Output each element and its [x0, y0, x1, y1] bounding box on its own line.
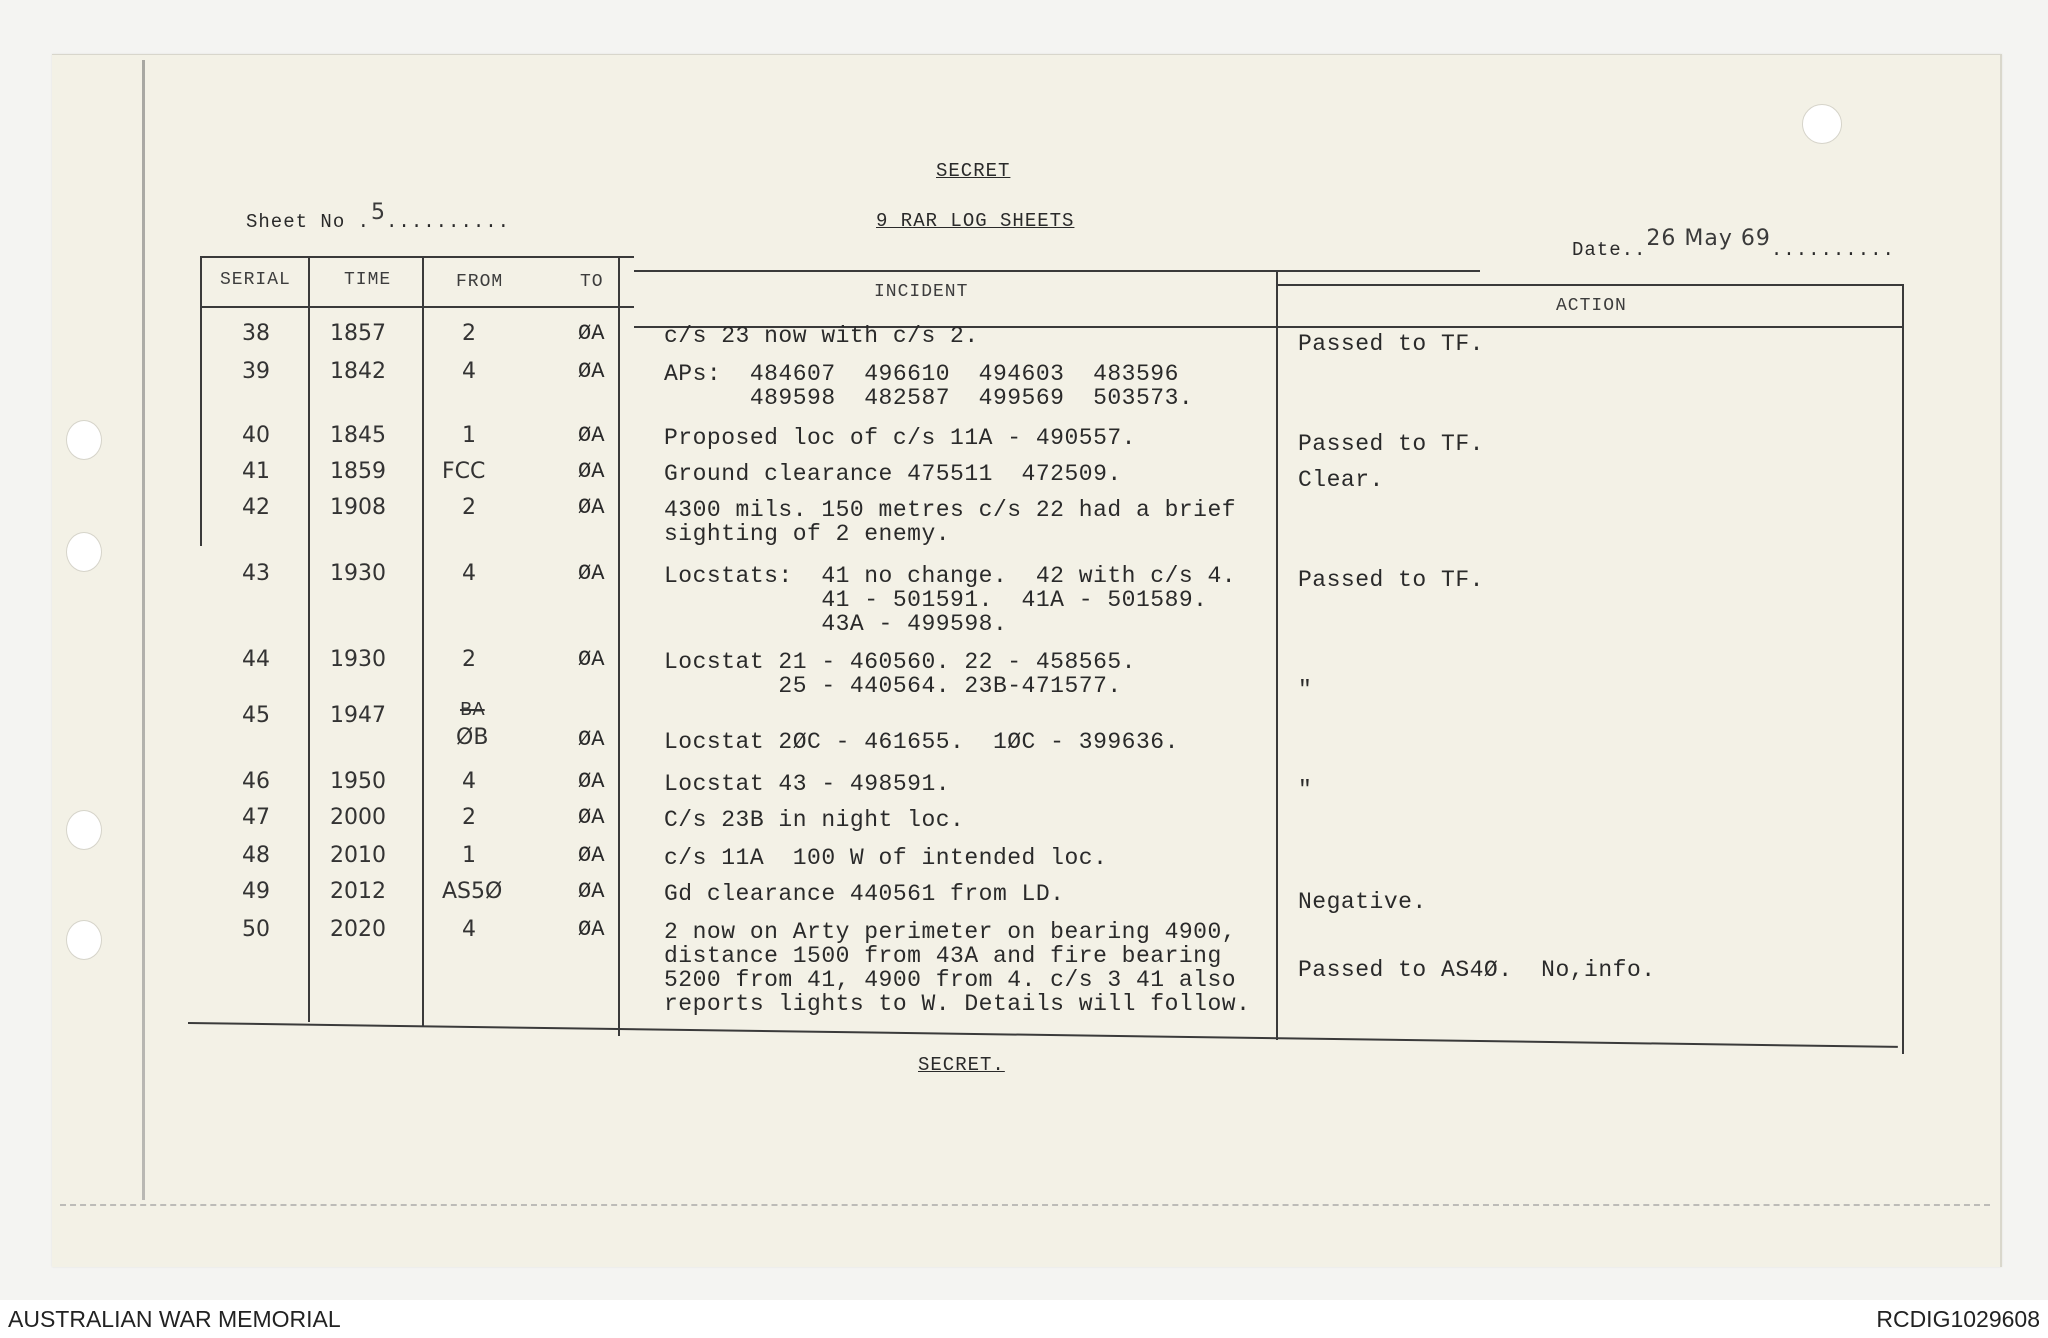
cell-action: Clear. — [1298, 467, 1384, 493]
cell-serial: 48 — [242, 843, 270, 868]
col-header-from: FROM — [456, 272, 504, 292]
cell-incident: c/s 23 now with c/s 2. — [664, 323, 979, 349]
cell-to: ØA — [578, 879, 605, 904]
cell-time: 1908 — [330, 495, 386, 520]
cell-to: ØA — [578, 459, 605, 484]
cell-from: FCC — [442, 459, 486, 484]
cell-time: 1950 — [330, 769, 386, 794]
header-divider — [200, 306, 634, 308]
sheet-number-label: Sheet No .5.......... — [246, 200, 511, 233]
date-value: 26 May 69 — [1646, 226, 1771, 251]
cell-serial: 44 — [242, 647, 270, 672]
date-label: Date — [1572, 239, 1622, 261]
cell-serial: 38 — [242, 321, 270, 346]
cell-incident: Proposed loc of c/s 11A - 490557. — [664, 425, 1136, 451]
punch-hole — [66, 920, 102, 960]
date-field: Date..26 May 69.......... — [1572, 226, 1895, 261]
cell-to: ØA — [578, 727, 605, 752]
sheet-label: Sheet No — [246, 211, 346, 233]
cell-time: 1859 — [330, 459, 386, 484]
cell-time: 1947 — [330, 703, 386, 728]
cell-time: 1857 — [330, 321, 386, 346]
cell-incident: 2 now on Arty perimeter on bearing 4900, distance 1500 from 43A and fire bearing 5200 from 41, 4900 from 4. c/s 3 41 also reports lights to W. Details will follow. — [664, 919, 1251, 1017]
cell-incident: Locstat 43 - 498591. — [664, 771, 951, 797]
cell-to: ØA — [578, 423, 605, 448]
cell-action: " — [1298, 677, 1313, 703]
cell-incident: Locstat 2ØC - 461655. 1ØC - 399636. — [664, 729, 1179, 755]
cell-to: ØA — [578, 805, 605, 830]
cell-serial: 40 — [242, 423, 270, 448]
classification-bottom: SECRET. — [918, 1054, 1005, 1076]
col-header-time: TIME — [344, 270, 392, 290]
col-header-serial: SERIAL — [220, 270, 291, 290]
cell-from-struck: BA — [460, 699, 485, 720]
cell-time: 2020 — [330, 917, 386, 942]
cell-incident: APs: 484607 496610 494603 483596 489598 482587 499569 503573. — [664, 361, 1194, 411]
cell-to: ØA — [578, 843, 605, 868]
cell-to: ØA — [578, 561, 605, 586]
cell-from: 2 — [462, 647, 476, 672]
col-header-action: ACTION — [1556, 296, 1627, 316]
cell-from: AS5Ø — [442, 879, 503, 904]
cell-from: ØB — [456, 725, 489, 750]
col-divider — [422, 256, 424, 1026]
cell-time: 2012 — [330, 879, 386, 904]
cell-incident: Ground clearance 475511 472509. — [664, 461, 1122, 487]
cell-incident: Locstat 21 - 460560. 22 - 458565. 25 - 440564. 23B-471577. — [664, 649, 1136, 699]
col-divider — [618, 256, 620, 1036]
cell-time: 1845 — [330, 423, 386, 448]
cell-time: 2000 — [330, 805, 386, 830]
cell-serial: 49 — [242, 879, 270, 904]
cell-incident: Locstats: 41 no change. 42 with c/s 4. 41 - 501591. 41A - 501589. 43A - 499598. — [664, 563, 1237, 637]
cell-from: 1 — [462, 843, 476, 868]
log-table — [200, 256, 1904, 1056]
punch-hole — [1802, 104, 1842, 144]
cell-serial: 39 — [242, 359, 270, 384]
cell-to: ØA — [578, 647, 605, 672]
punch-hole — [66, 810, 102, 850]
col-divider — [308, 256, 310, 1022]
col-header-incident: INCIDENT — [874, 282, 969, 302]
margin-line — [142, 60, 145, 1200]
cell-serial: 47 — [242, 805, 270, 830]
cell-action: Passed to TF. — [1298, 431, 1484, 457]
cell-action: Negative. — [1298, 889, 1427, 915]
cell-action: Passed to AS4Ø. No,info. — [1298, 957, 1656, 983]
cell-to: ØA — [578, 495, 605, 520]
cell-time: 1842 — [330, 359, 386, 384]
cell-to: ØA — [578, 769, 605, 794]
punch-hole — [66, 532, 102, 572]
cell-from: 4 — [462, 359, 476, 384]
cell-from: 2 — [462, 321, 476, 346]
cell-to: ØA — [578, 917, 605, 942]
cell-from: 2 — [462, 495, 476, 520]
cell-time: 2010 — [330, 843, 386, 868]
cell-to: ØA — [578, 321, 605, 346]
cell-action: " — [1298, 777, 1313, 803]
punch-hole — [66, 420, 102, 460]
cell-serial: 41 — [242, 459, 270, 484]
cell-incident: Gd clearance 440561 from LD. — [664, 881, 1065, 907]
cell-time: 1930 — [330, 561, 386, 586]
cell-time: 1930 — [330, 647, 386, 672]
cell-from: 2 — [462, 805, 476, 830]
table-top-border — [200, 256, 634, 258]
cell-from: 4 — [462, 917, 476, 942]
col-divider — [1276, 270, 1278, 1040]
cell-incident: 4300 mils. 150 metres c/s 22 had a brief sighting of 2 enemy. — [664, 497, 1237, 547]
table-top-border — [634, 270, 1480, 272]
cell-from: 4 — [462, 769, 476, 794]
sheet-number: 5 — [371, 200, 387, 225]
cell-action: Passed to TF. — [1298, 331, 1484, 357]
cell-to: ØA — [578, 359, 605, 384]
table-bottom-border — [188, 1022, 1898, 1048]
cell-serial: 45 — [242, 703, 270, 728]
cell-incident: C/s 23B in night loc. — [664, 807, 965, 833]
cell-serial: 46 — [242, 769, 270, 794]
cell-from: 4 — [462, 561, 476, 586]
archive-name: AUSTRALIAN WAR MEMORIAL — [8, 1306, 341, 1332]
cell-incident: c/s 11A 100 W of intended loc. — [664, 845, 1108, 871]
perforation-line — [60, 1204, 1990, 1206]
col-header-to: TO — [580, 272, 604, 292]
classification-top: SECRET — [936, 160, 1011, 182]
cell-from: 1 — [462, 423, 476, 448]
cell-action: Passed to TF. — [1298, 567, 1484, 593]
document-title: 9 RAR LOG SHEETS — [876, 210, 1075, 232]
table-top-border — [1276, 284, 1904, 286]
cell-serial: 50 — [242, 917, 270, 942]
cell-serial: 43 — [242, 561, 270, 586]
archive-reference: RCDIG1029608 — [1876, 1306, 2040, 1332]
col-divider — [200, 256, 202, 546]
cell-serial: 42 — [242, 495, 270, 520]
col-divider — [1902, 284, 1904, 1054]
